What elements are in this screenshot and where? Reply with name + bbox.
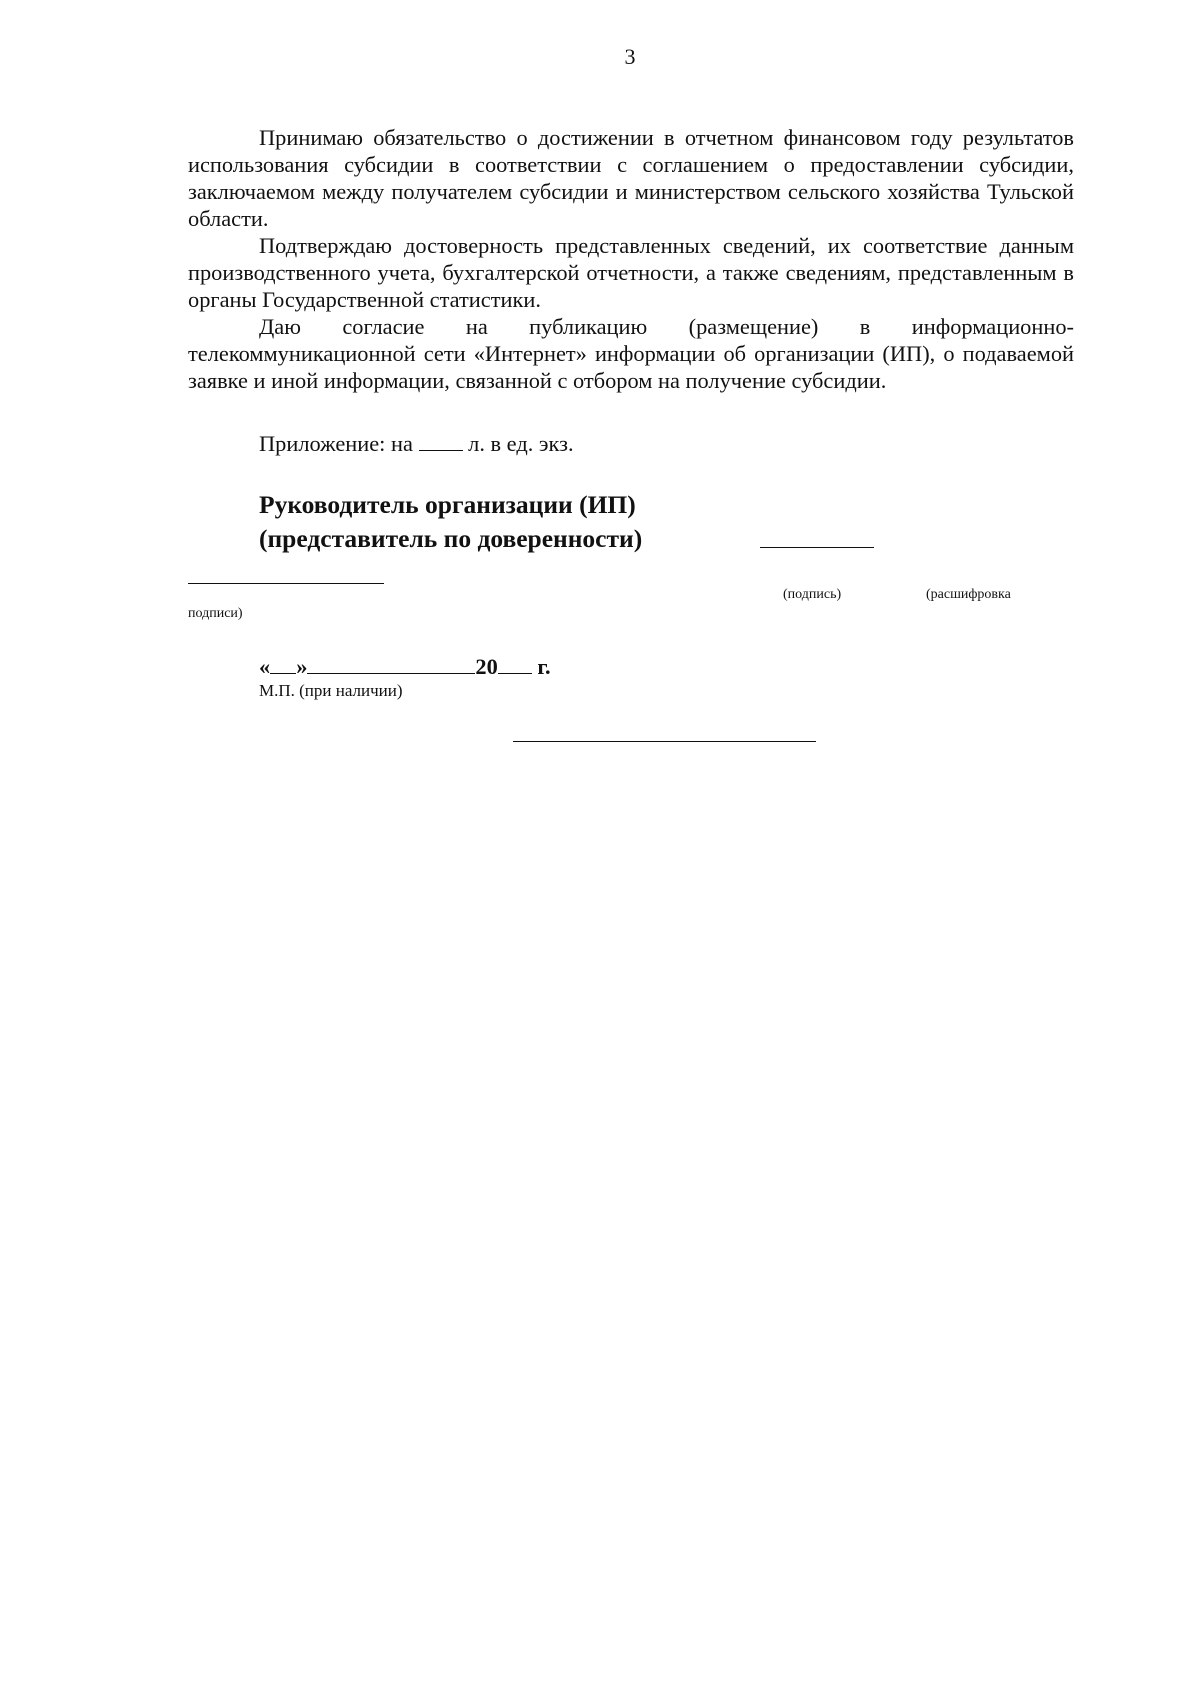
- stamp-note: М.П. (при наличии): [259, 681, 403, 700]
- date-year-blank: [498, 653, 532, 674]
- body-text: [188, 124, 1074, 394]
- attachment-suffix: л. в ед. экз.: [468, 431, 574, 456]
- signer-title-line2: (представитель по доверенности): [259, 524, 643, 553]
- date-open-quote: «: [259, 654, 271, 679]
- date-year-suffix: г.: [537, 654, 551, 679]
- date-year-prefix: 20: [475, 654, 498, 679]
- paragraph-confirmation: Подтверждаю достоверность представленных сведений, их соответствие данным производственного учета, бухгалтерской отчетности, а также сведениям, представленным в органы Государственной статистики.: [188, 233, 1074, 312]
- page-number: 3: [624, 44, 636, 69]
- signature-line: [760, 547, 874, 548]
- end-divider: [513, 741, 816, 742]
- attachment-line: [259, 430, 574, 457]
- paragraph-consent: Даю согласие на публикацию (размещение) в информационно-телекоммуникационной сети «Интернет» информации об организации (ИП), о подаваемой заявке и иной информации, связанной с отбором на получение субсидии.: [188, 314, 1074, 393]
- signer-title-line1: Руководитель организации (ИП): [259, 490, 636, 519]
- signer-title: [259, 488, 642, 556]
- date-close-quote: »: [296, 654, 308, 679]
- date-month-blank: [307, 653, 475, 674]
- date-line: [259, 653, 551, 680]
- decoding-label: (расшифровка: [926, 587, 1011, 602]
- decoding-line: [188, 583, 384, 584]
- signature-label: (подпись): [783, 587, 842, 602]
- decoding-label-continued: подписи): [188, 606, 243, 621]
- attachment-prefix: Приложение: на: [259, 431, 413, 456]
- paragraph-commitment: Принимаю обязательство о достижении в отчетном финансовом году результатов использования субсидии в соответствии с соглашением о предоставлении субсидии, заключаемом между получателем субсидии и министерством сельского хозяйства Тульской области.: [188, 125, 1074, 231]
- attachment-pages-blank: [419, 432, 463, 451]
- date-day-blank: [270, 653, 296, 674]
